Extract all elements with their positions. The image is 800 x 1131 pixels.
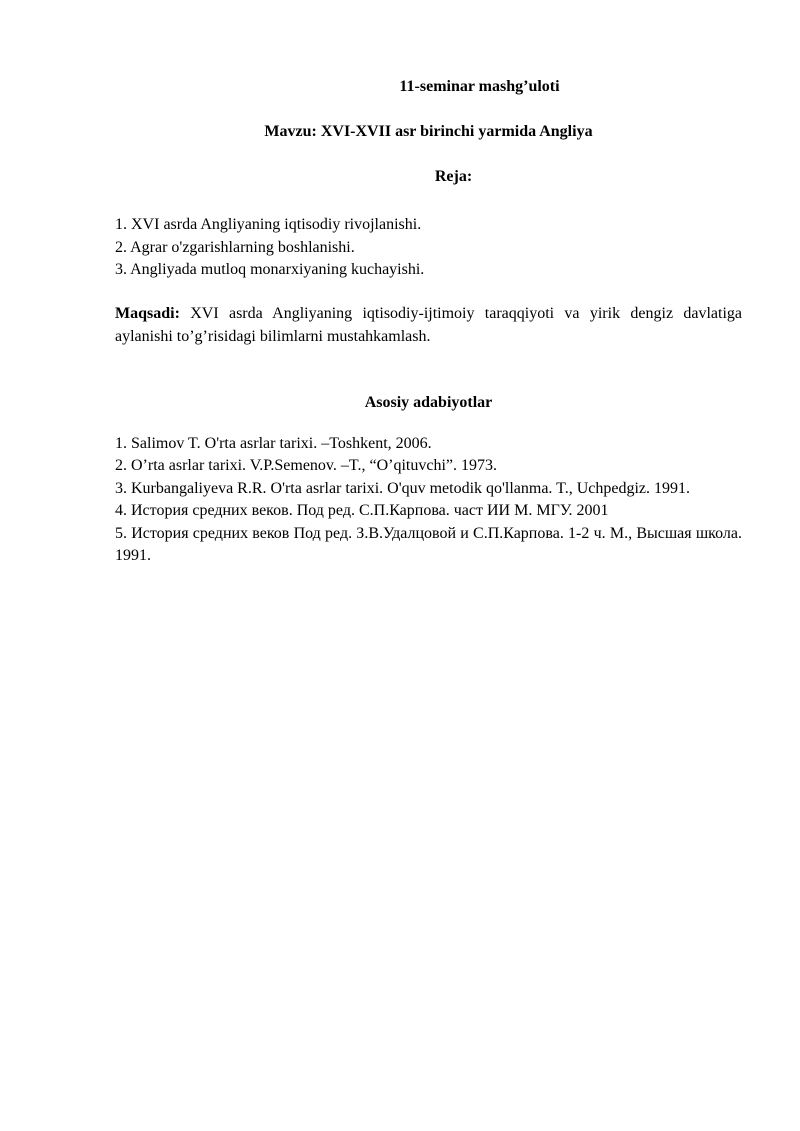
literature-title: Asosiy adabiyotlar [364,393,493,411]
document-content [115,76,742,568]
goal-text: XVI asrda Angliyaning iqtisodiy-ijtimoiy taraqqiyoti va yirik dengiz davlatiga aylanishi to’g’risidagi bilimlarni mustahkamlash. [115,304,742,345]
literature-item: 5. История средних веков Под ред. З.В.Удалцовой и С.П.Карпова. 1-2 ч. М., Высшая школа. 1991. [115,524,742,564]
literature-item: 1. Salimov T. O'rta asrlar tarixi. –Toshkent, 2006. [115,434,432,452]
literature-item: 3. Kurbangaliyeva R.R. O'rta asrlar tarixi. O'quv metodik qo'llanma. T., Uchpedgiz. 1991. [115,479,691,497]
literature-list [115,433,742,568]
topic-title: Mavzu: XVI-XVII asr birinchi yarmida Angliya [264,123,593,140]
literature-item: 2. O’rta asrlar tarixi. V.P.Semenov. –T., “O’qituvchi”. 1973. [115,457,497,474]
plan-list [115,214,742,282]
goal-paragraph [115,302,742,348]
goal-label: Maqsadi: [115,304,180,322]
plan-title: Reja: [434,168,473,185]
literature-item: 4. История средних веков. Под ред. С.П.Карпова. част ИИ М. МГУ. 2001 [115,502,609,519]
plan-item: 3. Angliyada mutloq monarxiyaning kuchayishi. [115,261,425,278]
plan-item: 1. XVI asrda Angliyaning iqtisodiy rivojlanishi. [115,216,422,233]
seminar-title: 11-seminar mashg’uloti [399,78,560,95]
plan-item: 2. Agrar o'zgarishlarning boshlanishi. [115,238,355,256]
